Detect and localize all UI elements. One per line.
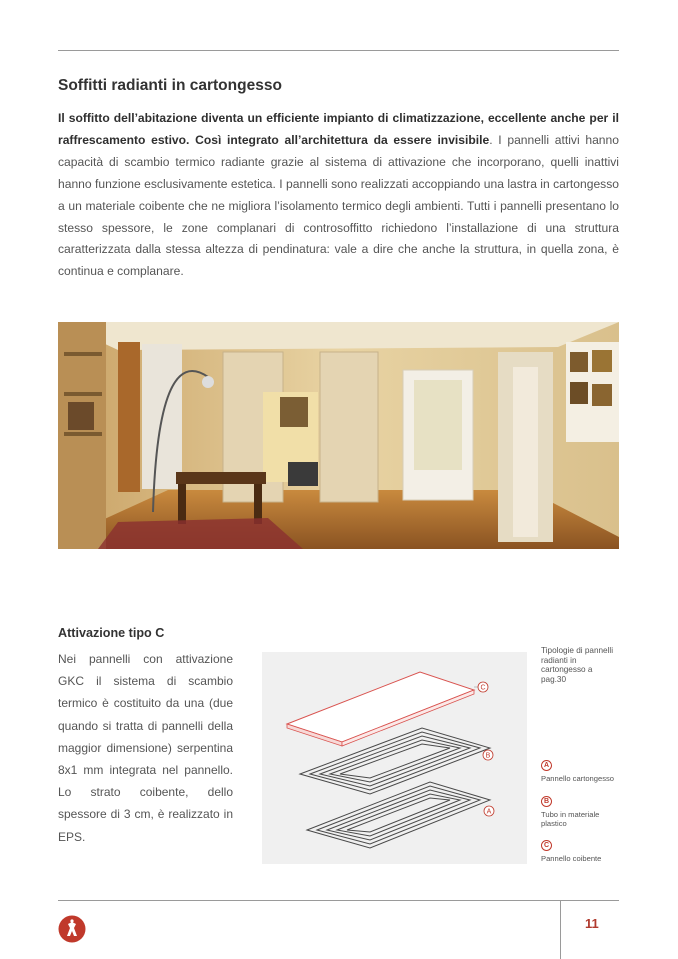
legend-badge-b: B (541, 796, 552, 807)
legend-note: Tipologie di pannelli radianti in cartongesso a pag.30 (541, 646, 614, 684)
section-title: Soffitti radianti in cartongesso (58, 77, 282, 94)
footer-divider (560, 900, 561, 959)
subsection-title: Attivazione tipo C (58, 626, 165, 640)
intro-paragraph (58, 108, 619, 283)
intro-bold: Il soffitto dell’abitazione diventa un efficiente impianto di climatizzazione, eccellente anche per il raffrescamento estivo. Così integrato all’architettura da essere invisibile (58, 111, 619, 147)
legend-item-b (541, 796, 611, 828)
brand-logo-icon (58, 915, 86, 943)
intro-text: . I pannelli attivi hanno capacità di scambio termico radiante grazie al sistema di attivazione che incorporano, quelli inattivi hanno funzione esclusivamente estetica. I pannelli sono realizzati accoppiando una lastra in cartongesso a un materiale coibente che ne migliora l’isolamento termico degli ambienti. Tutti i pannelli presentano lo stesso spessore, le zone complanari di controsoffitto richiedono l’installazione di una struttura caratterizzata dalla stessa altezza di pendinatura: vale a dire che anche la struttura, in quella zona, è continua e complanare. (58, 132, 619, 279)
legend (541, 646, 631, 863)
top-rule (58, 50, 619, 51)
bottom-rule (58, 900, 619, 901)
legend-item-c (541, 840, 601, 863)
diagram-label-b: B (485, 752, 491, 760)
legend-item-a (541, 760, 614, 783)
legend-badge-c: C (541, 840, 552, 851)
legend-label-c: Pannello coibente (541, 854, 602, 863)
subsection-paragraph: Nei pannelli con attivazione GKC il sistema di scambio termico è costituito da una (due quando si tratta di pannelli della maggior dimensione) serpentina 8x1 mm integrata nel pannello. Lo strato coibente, dello spessore di 3 cm, è realizzato in EPS. (58, 652, 233, 844)
interior-photo (58, 322, 619, 549)
page-number: 11 (585, 916, 599, 931)
legend-label-b: Tubo in materiale plastico (541, 810, 600, 828)
diagram-label-a: A (486, 808, 492, 816)
panel-diagram (262, 652, 527, 864)
legend-badge-a: A (541, 760, 552, 771)
legend-label-a: Pannello cartongesso (541, 774, 615, 783)
diagram-label-c: C (480, 684, 486, 692)
